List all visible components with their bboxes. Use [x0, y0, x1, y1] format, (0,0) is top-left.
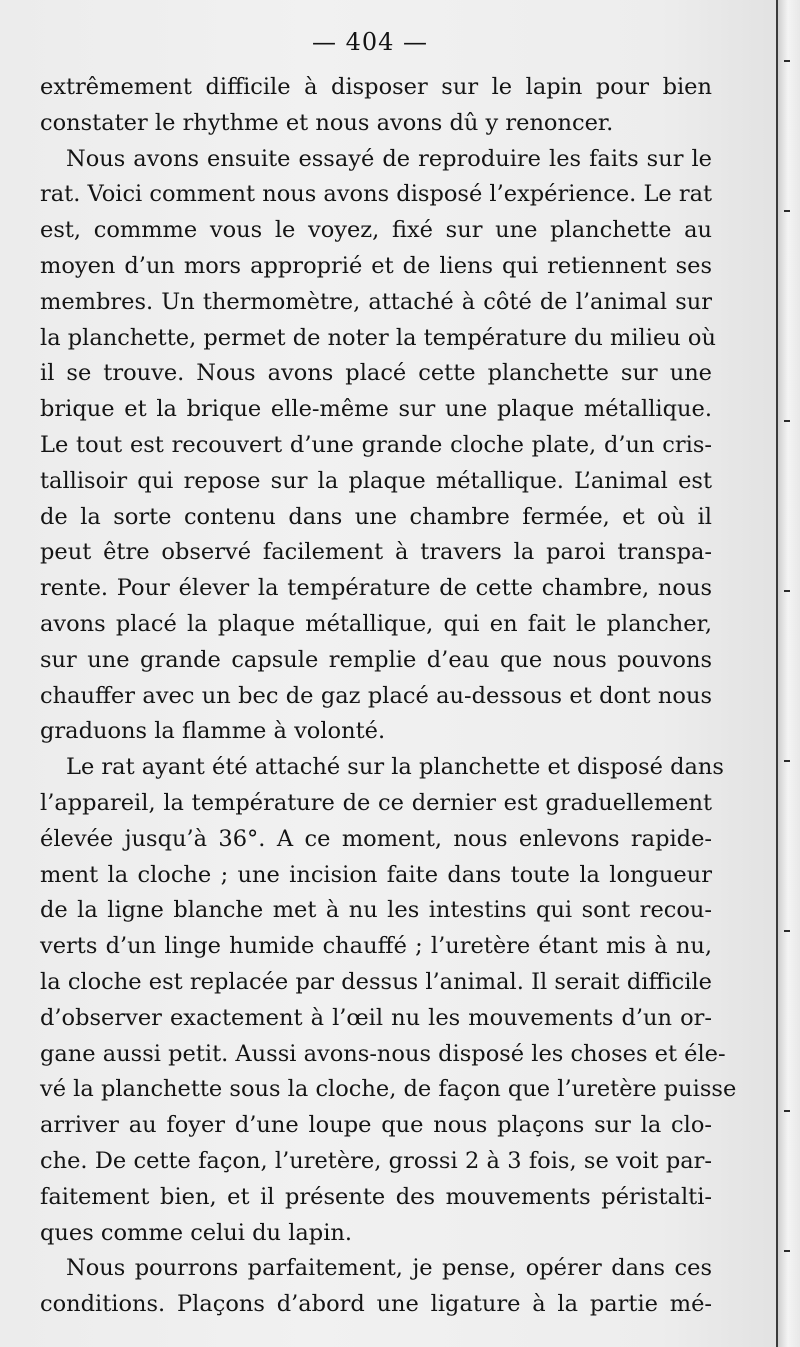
edge-mark [784, 930, 790, 932]
text-line: avons placé la plaque métallique, qui en fait le plancher, [40, 610, 712, 637]
text-line: Nous avons ensuite essayé de reproduire les faits sur le [66, 145, 712, 172]
edge-mark [784, 60, 790, 62]
text-line: graduons la flamme à volonté. [40, 718, 386, 745]
page-number: — 404 — [311, 28, 429, 56]
edge-mark [784, 760, 790, 762]
edge-mark [784, 1250, 790, 1252]
text-line: l’appareil, la température de ce dernier est graduellement [40, 789, 712, 816]
text-line: arriver au foyer d’une loupe que nous plaçons sur la clo- [40, 1112, 712, 1139]
page-edge [776, 0, 800, 1347]
text-line: ment la cloche ; une incision faite dans toute la longueur [40, 861, 712, 888]
text-line: extrêmement difficile à disposer sur le lapin pour bien [40, 74, 712, 100]
edge-mark [784, 1110, 790, 1112]
edge-mark [784, 590, 790, 592]
text-line: chauffer avec un bec de gaz placé au-dessous et dont nous [40, 682, 712, 709]
text-line: il se trouve. Nous avons placé cette planchette sur une [40, 360, 712, 387]
text-line: est, commme vous le voyez, fixé sur une planchette au [40, 217, 712, 244]
text-line: conditions. Plaçons d’abord une ligature à la partie mé- [40, 1291, 712, 1318]
text-line: constater le rhythme et nous avons dû y renoncer. [40, 109, 614, 136]
text-line: faitement bien, et il présente des mouvements péristalti- [40, 1183, 712, 1210]
text-line: rente. Pour élever la température de cette chambre, nous [40, 575, 712, 602]
text-line: Nous pourrons parfaitement, je pense, opérer dans ces [66, 1255, 712, 1282]
text-line: Le tout est recouvert d’une grande cloche plate, d’un cris- [40, 431, 712, 458]
text-line: sur une grande capsule remplie d’eau que nous pouvons [40, 646, 712, 673]
text-line: Le rat ayant été attaché sur la planchette et disposé dans [66, 754, 724, 781]
edge-mark [784, 420, 790, 422]
text-line: verts d’un linge humide chauffé ; l’uretère étant mis à nu, [40, 933, 712, 960]
text-line: vé la planchette sous la cloche, de façon que l’uretère puisse [40, 1076, 737, 1103]
edge-mark [784, 210, 790, 212]
text-line: ques comme celui du lapin. [40, 1219, 353, 1246]
text-line: rat. Voici comment nous avons disposé l’expérience. Le rat [40, 181, 713, 208]
text-line: la planchette, permet de noter la température du milieu où [40, 324, 716, 351]
text-line: che. De cette façon, l’uretère, grossi 2 à 3 fois, se voit par- [40, 1147, 712, 1174]
text-line: brique et la brique elle-même sur une plaque métallique. [40, 396, 712, 423]
body-text [40, 70, 737, 1323]
text-line: de la ligne blanche met à nu les intestins qui sont recou- [40, 897, 712, 924]
text-line: de la sorte contenu dans une chambre fermée, et où il [40, 503, 712, 530]
text-line: tallisoir qui repose sur la plaque métallique. L’animal est [40, 467, 712, 494]
text-line: peut être observé facilement à travers la paroi transpa- [40, 539, 712, 566]
text-line: élevée jusqu’à 36°. A ce moment, nous enlevons rapide- [40, 825, 712, 852]
text-line: la cloche est replacée par dessus l’animal. Il serait difficile [40, 968, 712, 995]
text-line: d’observer exactement à l’œil nu les mouvements d’un or- [40, 1004, 712, 1031]
text-line: moyen d’un mors approprié et de liens qui retiennent ses [40, 252, 712, 279]
text-line: gane aussi petit. Aussi avons-nous disposé les choses et éle- [40, 1040, 726, 1067]
text-line: membres. Un thermomètre, attaché à côté de l’animal sur [40, 288, 712, 315]
